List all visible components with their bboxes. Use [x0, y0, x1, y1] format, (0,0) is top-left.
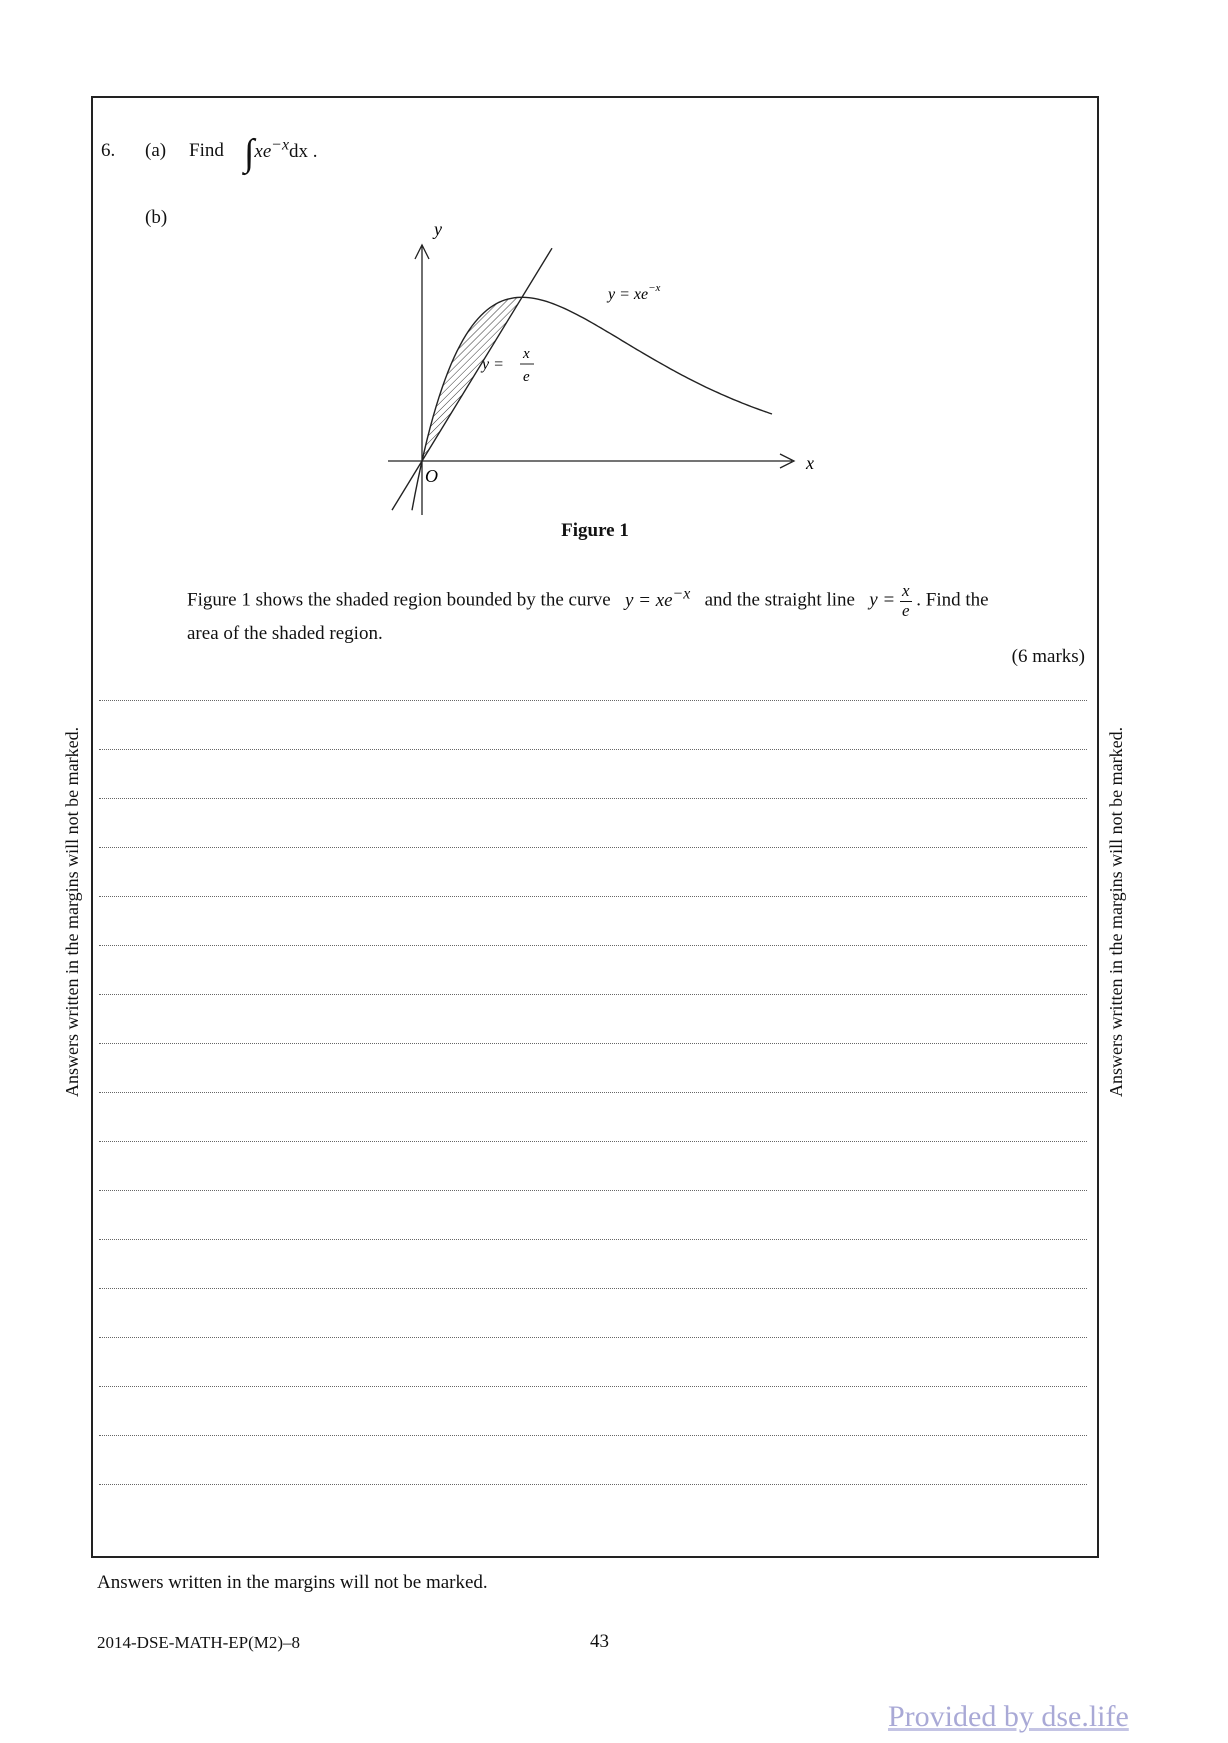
paper-code: 2014-DSE-MATH-EP(M2)–8 — [97, 1633, 301, 1652]
answer-lines[interactable] — [99, 700, 1087, 1533]
answer-line[interactable] — [99, 1484, 1087, 1485]
line-equation-lhs: y = — [869, 589, 896, 611]
answer-line[interactable] — [99, 749, 1087, 750]
curve-equation — [624, 585, 691, 611]
margin-notice-bottom: Answers written in the margins will not be marked. — [97, 1572, 488, 1593]
part-a-prompt: Find — [189, 140, 224, 161]
integrand: xe — [254, 141, 272, 162]
answer-line[interactable] — [99, 1141, 1087, 1142]
curve-equation-exp: −x — [672, 585, 691, 603]
line-label-lhs: y = — [482, 356, 504, 373]
curve-equation-base: y = xe — [624, 589, 673, 611]
curve-xe-neg-x — [412, 297, 772, 510]
line-label-denominator: e — [523, 369, 530, 385]
y-axis-label: y — [434, 219, 442, 239]
part-b-text-4: area of the shaded region. — [187, 623, 383, 644]
origin-label: O — [425, 466, 438, 486]
part-a-integral — [244, 131, 318, 175]
answer-line[interactable] — [99, 1435, 1087, 1436]
part-b-label: (b) — [145, 207, 168, 228]
answer-line[interactable] — [99, 1190, 1087, 1191]
answer-line[interactable] — [99, 1239, 1087, 1240]
curve-label-exp: −x — [648, 282, 661, 294]
answer-line[interactable] — [99, 798, 1087, 799]
answer-line[interactable] — [99, 700, 1087, 701]
watermark-link[interactable]: Provided by dse.life — [888, 1700, 1129, 1733]
part-b-text-1: Figure 1 shows the shaded region bounded by the curve — [187, 589, 611, 611]
curve-label-base: y = xe — [608, 286, 649, 303]
answer-line[interactable] — [99, 1337, 1087, 1338]
differential: dx . — [289, 141, 318, 162]
part-a-label: (a) — [145, 140, 167, 161]
answer-line[interactable] — [99, 1092, 1087, 1093]
answer-line[interactable] — [99, 994, 1087, 995]
margin-notice-right: Answers written in the margins will not be marked. — [1106, 726, 1126, 1097]
answer-line[interactable] — [99, 1386, 1087, 1387]
margin-notice-left: Answers written in the margins will not be marked. — [62, 726, 82, 1097]
answer-line[interactable] — [99, 1043, 1087, 1044]
answer-line[interactable] — [99, 945, 1087, 946]
line-equation-denominator: e — [901, 600, 910, 620]
integrand-exponent: −x — [271, 136, 290, 154]
marks-allocation: (6 marks) — [1011, 646, 1085, 667]
part-b-text-2: and the straight line — [704, 589, 855, 611]
question-number: 6. — [101, 140, 116, 161]
figure-caption: Figure 1 — [561, 520, 629, 541]
page-number: 43 — [590, 1631, 609, 1652]
line-equation-numerator: x — [901, 581, 910, 600]
line-equation-fraction — [900, 582, 912, 620]
x-axis-label: x — [806, 453, 814, 473]
part-b-text-3: . Find the — [916, 589, 989, 611]
line-label-numerator: x — [523, 346, 530, 362]
answer-line[interactable] — [99, 896, 1087, 897]
integral-sign: ∫ — [244, 132, 255, 174]
part-b-question-line-1 — [187, 582, 1087, 620]
answer-line[interactable] — [99, 847, 1087, 848]
curve-label — [606, 282, 661, 303]
answer-line[interactable] — [99, 1288, 1087, 1289]
figure-1-graph — [380, 215, 840, 525]
